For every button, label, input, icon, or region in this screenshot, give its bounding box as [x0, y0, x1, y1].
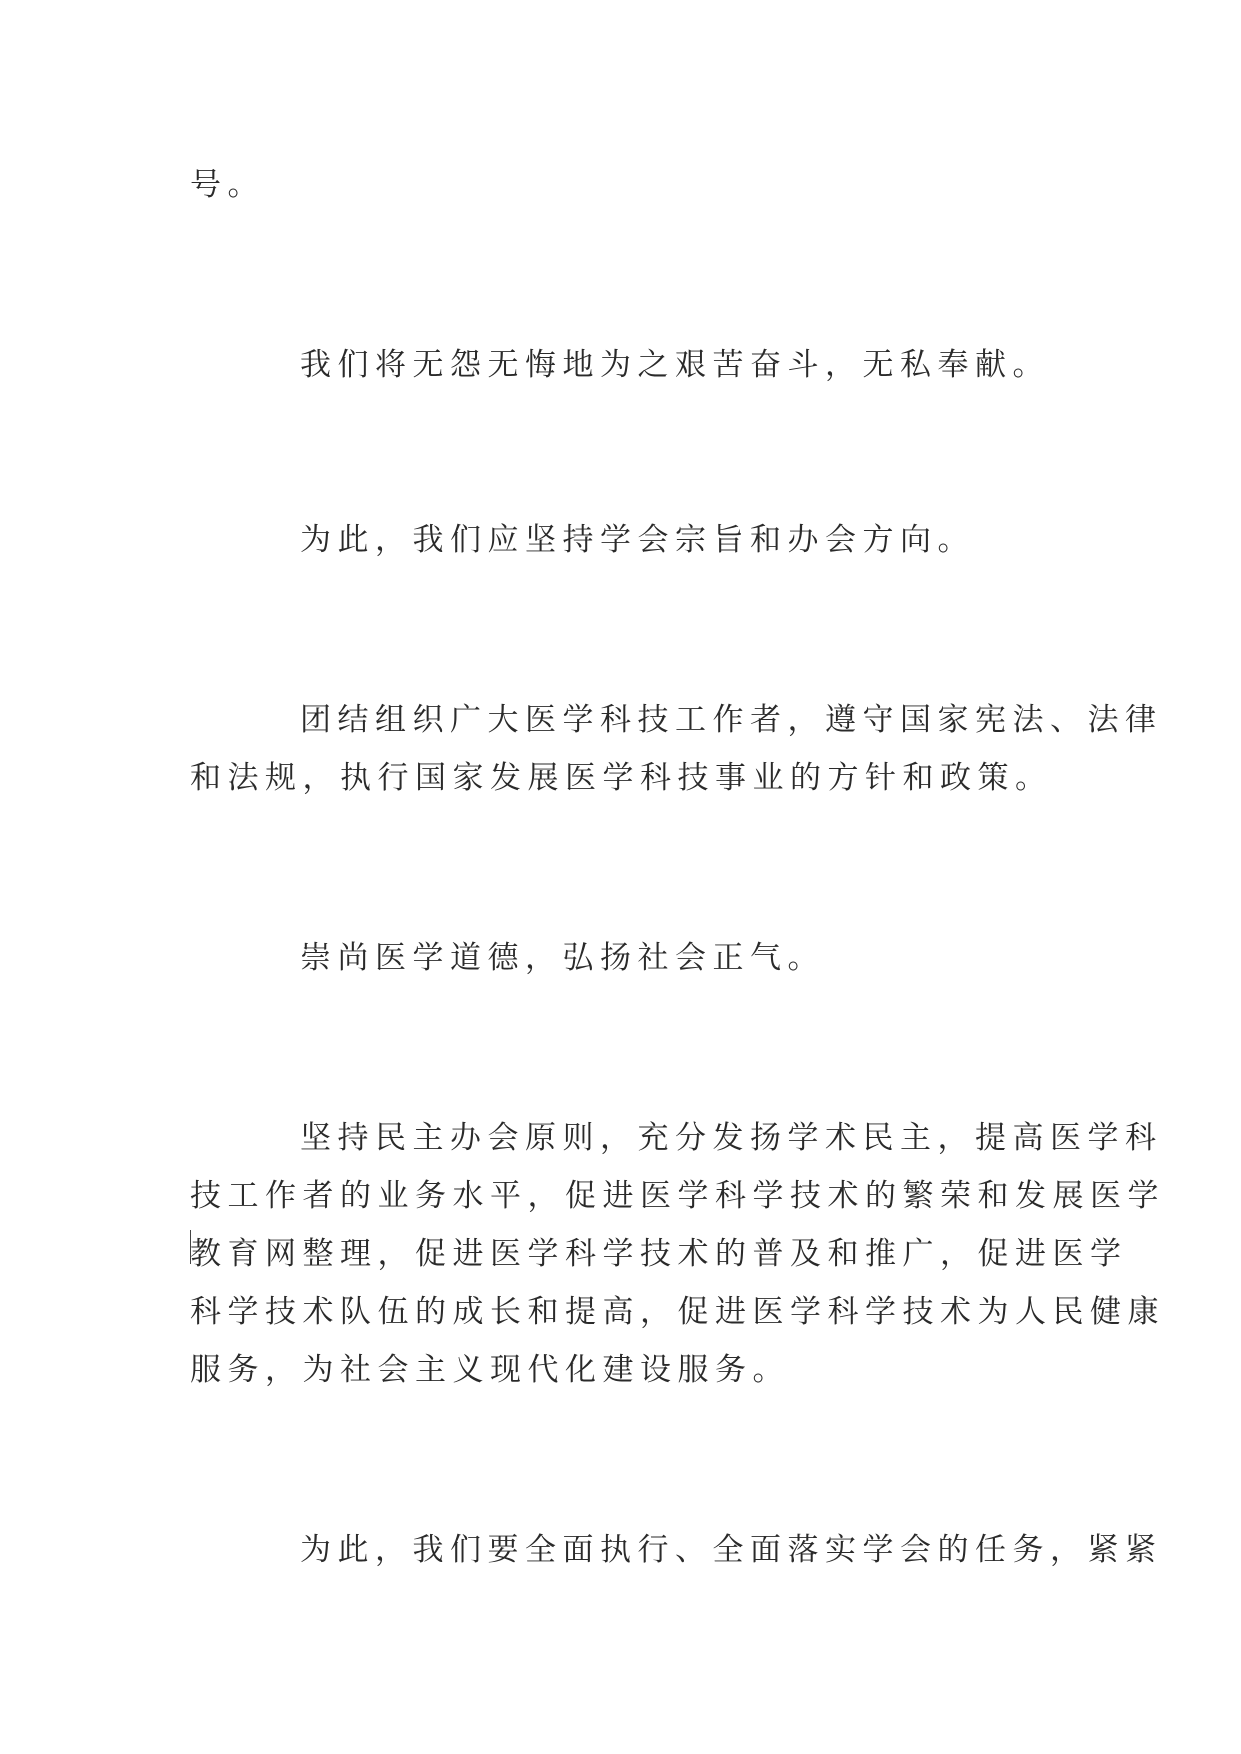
paragraph-line: 为此，我们要全面执行、全面落实学会的任务，紧紧 [300, 1532, 1163, 1568]
paragraph-line: 服务，为社会主义现代化建设服务。 [190, 1352, 790, 1388]
paragraph-line: 团结组织广大医学科技工作者，遵守国家宪法、法律 [300, 702, 1163, 738]
paragraph-line: 号。 [190, 167, 265, 203]
paragraph-line: 为此，我们应坚持学会宗旨和办会方向。 [300, 522, 975, 558]
paragraph-line: 教育网整理，促进医学科学技术的普及和推广，促进医学 [190, 1236, 1128, 1272]
paragraph-line: 我们将无怨无悔地为之艰苦奋斗，无私奉献。 [300, 347, 1050, 383]
paragraph-line: 技工作者的业务水平，促进医学科学技术的繁荣和发展医学 [190, 1178, 1165, 1214]
paragraph-line: 科学技术队伍的成长和提高，促进医学科学技术为人民健康 [190, 1294, 1165, 1330]
paragraph-line: 坚持民主办会原则，充分发扬学术民主，提高医学科 [300, 1120, 1163, 1156]
paragraph-line: 和法规，执行国家发展医学科技事业的方针和政策。 [190, 760, 1053, 796]
paragraph-line: 崇尚医学道德，弘扬社会正气。 [300, 940, 825, 976]
